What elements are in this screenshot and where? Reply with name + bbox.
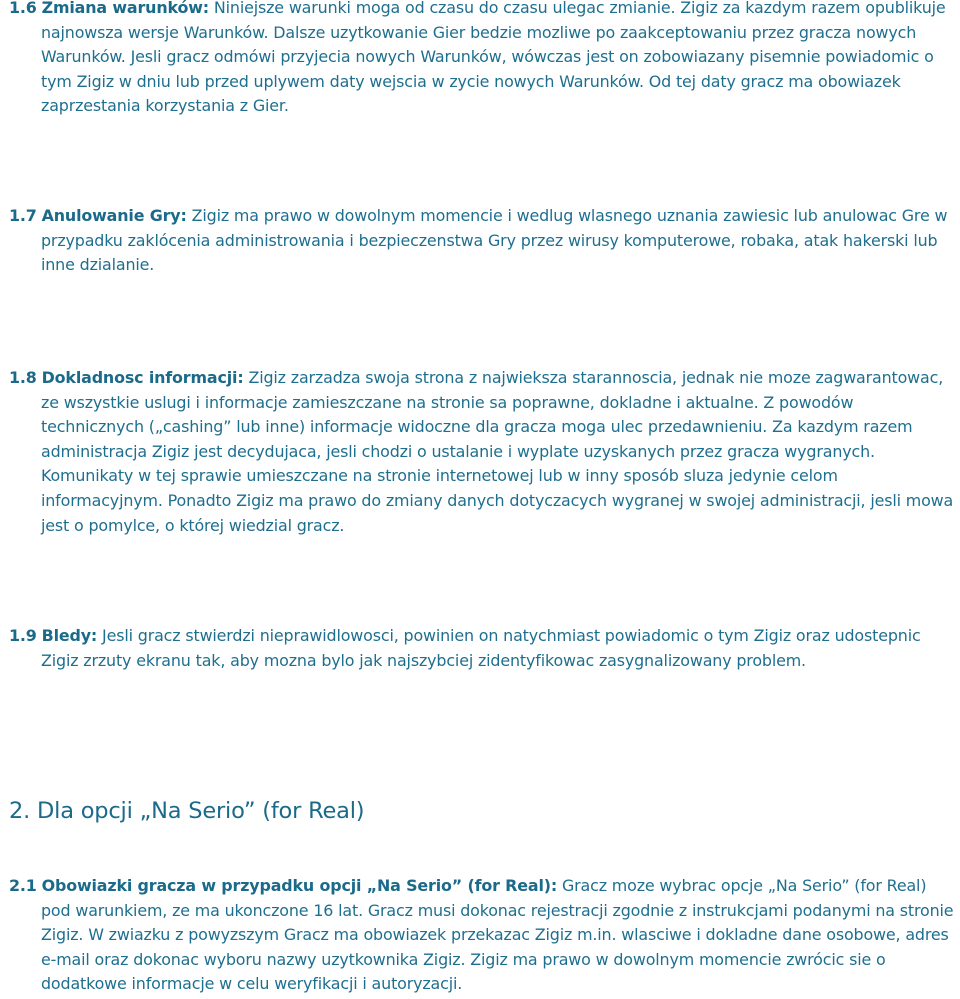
section-number: 2.1: [9, 876, 37, 895]
section-paragraph: [9, 366, 954, 538]
section-paragraph: [9, 874, 954, 997]
section-title: Bledy:: [41, 626, 98, 645]
section-text: Zigiz ma prawo w dowolnym momencie i wedlug wlasnego uznania zawiesic lub anulowac Gre w przypadku zaklócenia administrowania i bezpieczenstwa Gry przez wirusy komputerowe, robaka, atak hakerski lub inne dzialanie.: [41, 206, 948, 275]
section-number: 1.7: [9, 206, 37, 225]
section-2-1: [9, 874, 954, 997]
section-paragraph: [9, 624, 954, 673]
section-title: Dokladnosc informacji:: [41, 368, 244, 387]
section-1-6: [9, 0, 954, 119]
section-number: 1.6: [9, 0, 37, 17]
section-1-9: [9, 624, 954, 673]
section-text: Jesli gracz stwierdzi nieprawidlowosci, powinien on natychmiast powiadomic o tym Zigiz oraz udostepnic Zigiz zrzuty ekranu tak, aby mozna bylo jak najszybciej zidentyfikowac zasygnalizowany problem.: [41, 626, 921, 670]
section-title: Zmiana warunków:: [41, 0, 209, 17]
section-text: Niniejsze warunki moga od czasu do czasu ulegac zmianie. Zigiz za kazdym razem opublikuje najnowsza wersje Warunków. Dalsze uzytkowanie Gier bedzie mozliwe po zaakceptowaniu przez gracza nowych Warunków. Jesli gracz odmówi przyjecia nowych Warunków, wówczas jest on zobowiazany pisemnie powiadomic o tym Zigiz w dniu lub przed uplywem daty wejscia w zycie nowych Warunków. Od tej daty gracz ma obowiazek zaprzestania korzystania z Gier.: [41, 0, 946, 116]
section-1-7: [9, 204, 954, 278]
section-number: 1.9: [9, 626, 37, 645]
section-title: Obowiazki gracza w przypadku opcji „Na Serio” (for Real):: [41, 876, 558, 895]
section-text: Gracz moze wybrac opcje „Na Serio” (for Real) pod warunkiem, ze ma ukonczone 16 lat. Gracz musi dokonac rejestracji zgodnie z instrukcjami podanymi na stronie Zigiz. W zwiazku z powyzszym Gracz ma obowiazek przekazac Zigiz m.in. wlasciwe i dokladne dane osobowe, adres e-mail oraz dokonac wyboru nazwy uzytkownika Zigiz. Zigiz ma prawo w dowolnym momencie zwrócic sie o dodatkowe informacje w celu weryfikacji i autoryzacji.: [41, 876, 954, 994]
section-number: 1.8: [9, 368, 37, 387]
section-paragraph: [9, 204, 954, 278]
section-text: Zigiz zarzadza swoja strona z najwieksza starannoscia, jednak nie moze zagwarantowac, ze wszystkie uslugi i informacje zamieszczane na stronie sa poprawne, dokladne i aktualne. Z powodów technicznych („cashing” lub inne) informacje widoczne dla gracza moga ulec przedawnieniu. Za kazdym razem administracja Zigiz jest decydujaca, jesli chodzi o ustalanie i wyplate uzyskanych przez gracza wygranych. Komunikaty w tej sprawie umieszczane na stronie internetowej lub w inny sposób sluza jedynie celom informacyjnym. Ponadto Zigiz ma prawo do zmiany danych dotyczacych wygranej w swojej administracji, jesli mowa jest o pomylce, o której wiedzial gracz.: [41, 368, 954, 535]
section-1-8: [9, 366, 954, 538]
section-paragraph: [9, 0, 954, 119]
section-title: Anulowanie Gry:: [41, 206, 187, 225]
chapter-heading: 2. Dla opcji „Na Serio” (for Real): [9, 798, 365, 824]
